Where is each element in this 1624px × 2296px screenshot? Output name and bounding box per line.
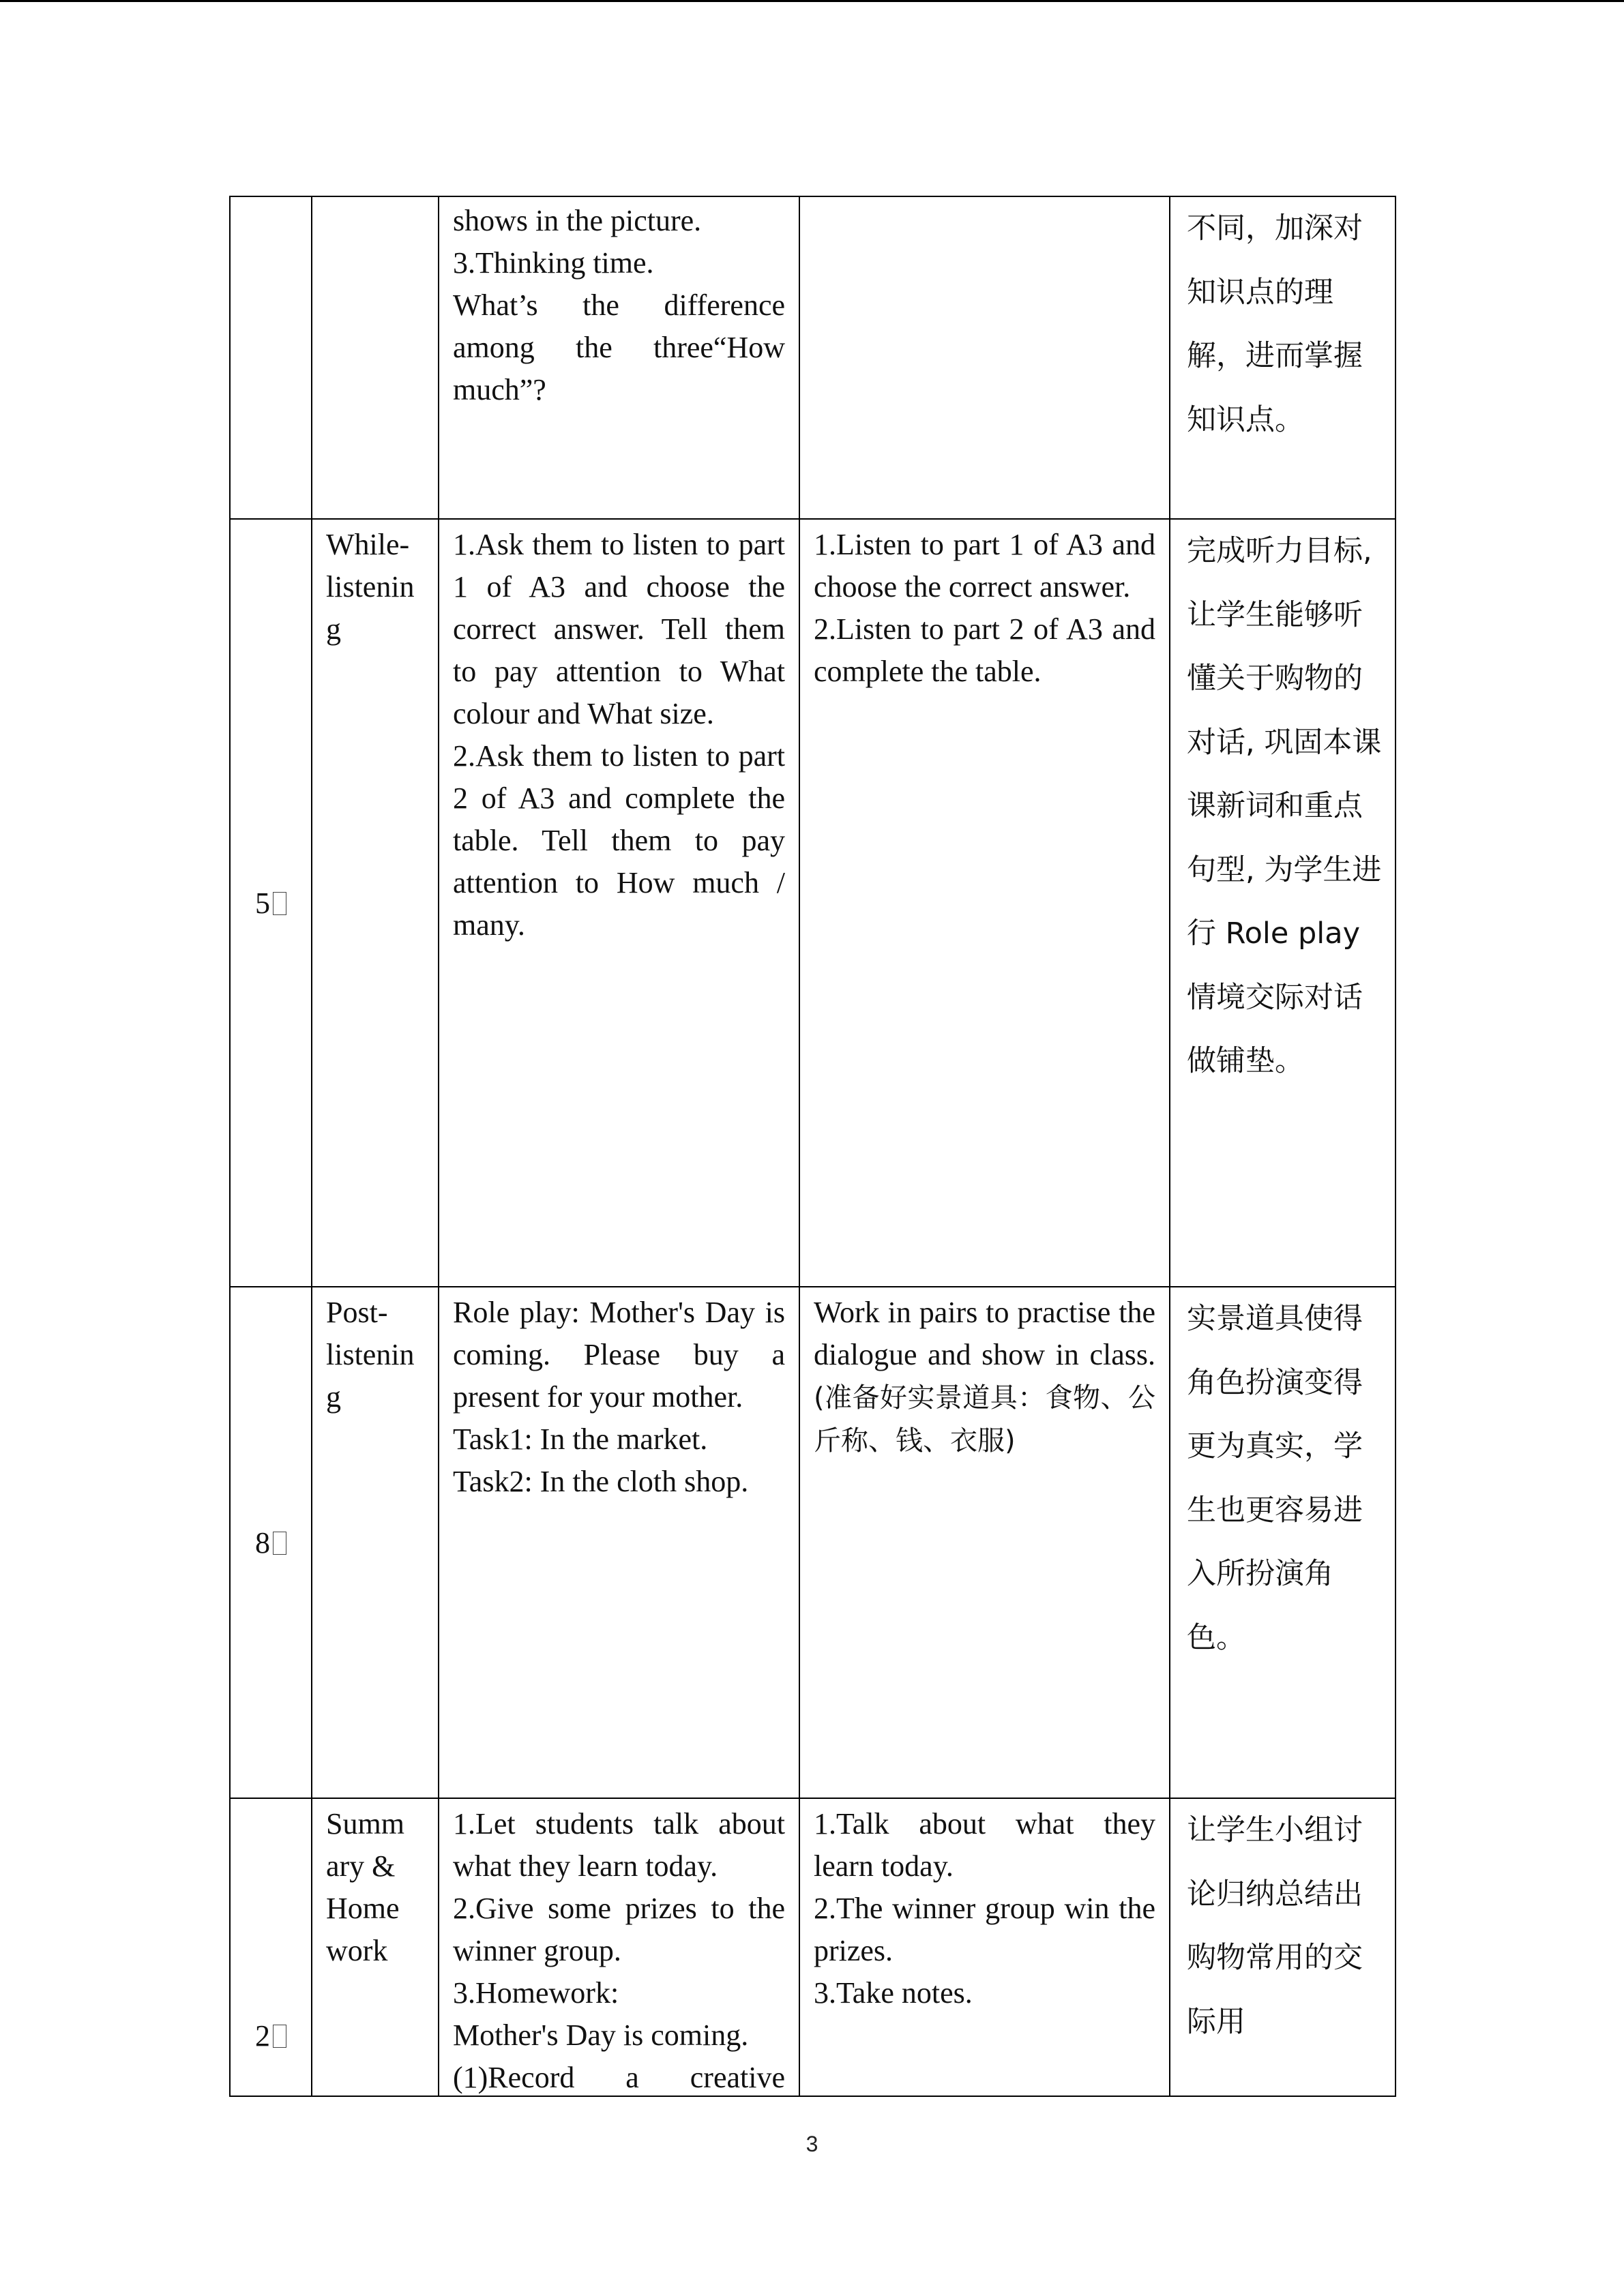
- purpose-cell: [1170, 196, 1396, 519]
- student-line: 2.The winner group win the prizes.: [814, 1892, 1155, 1967]
- teacher-activity-cell: [439, 196, 799, 519]
- page-top-rule: [0, 0, 1624, 2]
- student-activity-cell: [799, 1798, 1170, 2096]
- time-value: 8: [255, 1525, 270, 1560]
- teacher-activity-cell: [439, 519, 799, 1287]
- stage-line: g: [326, 612, 341, 646]
- lesson-plan-table: [229, 196, 1396, 2097]
- stage-cell: [312, 1798, 439, 2096]
- teacher-line: 2.Give some prizes to the winner group.: [453, 1892, 785, 1967]
- teacher-line: 3.Homework:: [453, 1976, 619, 2010]
- teacher-line: (1)Record a creative: [453, 2061, 785, 2094]
- stage-line: g: [326, 1380, 341, 1414]
- teacher-line: Task1: In the market.: [453, 1422, 708, 1456]
- table-row: [230, 1798, 1396, 2096]
- student-line: 1.Listen to part 1 of A3 and choose the correct answer.: [814, 528, 1155, 603]
- teacher-activity-cell: [439, 1798, 799, 2096]
- table-row: [230, 519, 1396, 1287]
- stage-line: While-: [326, 528, 410, 561]
- stage-cell: [312, 196, 439, 519]
- purpose-cell: [1170, 1287, 1396, 1798]
- purpose-text: 不同，加深对知识点的理解，进而掌握知识点。: [1187, 211, 1363, 437]
- stage-line: work: [326, 1934, 388, 1967]
- student-line: 2.Listen to part 2 of A3 and complete the table.: [814, 612, 1155, 688]
- student-activity-cell: [799, 1287, 1170, 1798]
- teacher-line: 2.Ask them to listen to part 2 of A3 and complete the table. Tell them to pay attention to How much / many.: [453, 739, 785, 942]
- teacher-line: What’s the difference among the three“How much”?: [453, 288, 785, 406]
- table-row: [230, 196, 1396, 519]
- purpose-text: 让学生小组讨论归纳总结出购物常用的交际用: [1187, 1813, 1363, 2039]
- teacher-line: 1.Let students talk about what they learn today.: [453, 1807, 785, 1883]
- missing-glyph-box: [273, 2025, 286, 2048]
- time-value: 2: [255, 2019, 270, 2053]
- stage-line: Summ: [326, 1807, 404, 1840]
- teacher-line: Task2: In the cloth shop.: [453, 1465, 749, 1498]
- teacher-line: shows in the picture.: [453, 204, 702, 237]
- stage-cell: [312, 519, 439, 1287]
- purpose-cell: [1170, 519, 1396, 1287]
- teacher-line: 3.Thinking time.: [453, 246, 654, 280]
- stage-line: Post-: [326, 1296, 388, 1329]
- student-props-note: (准备好实景道具：食物、公斤称、钱、衣服): [814, 1382, 1155, 1457]
- student-activity-cell: [799, 519, 1170, 1287]
- stage-line: listenin: [326, 1338, 415, 1371]
- stage-line: ary &: [326, 1849, 396, 1883]
- purpose-cell: [1170, 1798, 1396, 2096]
- missing-glyph-box: [273, 1532, 286, 1555]
- purpose-text: 实景道具使得角色扮演变得更为真实，学生也更容易进入所扮演角色。: [1187, 1302, 1363, 1655]
- missing-glyph-box: [273, 892, 286, 915]
- time-value: 5: [255, 886, 270, 920]
- time-cell: [230, 519, 312, 1287]
- stage-line: listenin: [326, 570, 415, 603]
- stage-cell: [312, 1287, 439, 1798]
- teacher-line: Role play: Mother's Day is coming. Please buy a present for your mother.: [453, 1296, 785, 1414]
- time-cell: [230, 1798, 312, 2096]
- teacher-line: 1.Ask them to listen to part 1 of A3 and choose the correct answer. Tell them to pay attention to What colour and What size.: [453, 528, 785, 730]
- student-line: Work in pairs to practise the dialogue and show in class.: [814, 1296, 1155, 1371]
- student-line: 3.Take notes.: [814, 1976, 973, 2010]
- stage-line: Home: [326, 1892, 400, 1925]
- time-cell: [230, 196, 312, 519]
- student-line: 1.Talk about what they learn today.: [814, 1807, 1155, 1883]
- purpose-text: 完成听力目标, 让学生能够听懂关于购物的对话, 巩固本课课新词和重点句型, 为学生进行 Role play 情境交际对话做铺垫。: [1187, 534, 1382, 1078]
- teacher-line: Mother's Day is coming.: [453, 2018, 749, 2052]
- student-activity-cell: [799, 196, 1170, 519]
- teacher-activity-cell: [439, 1287, 799, 1798]
- page-number: 3: [806, 2132, 818, 2156]
- table-row: [230, 1287, 1396, 1798]
- time-cell: [230, 1287, 312, 1798]
